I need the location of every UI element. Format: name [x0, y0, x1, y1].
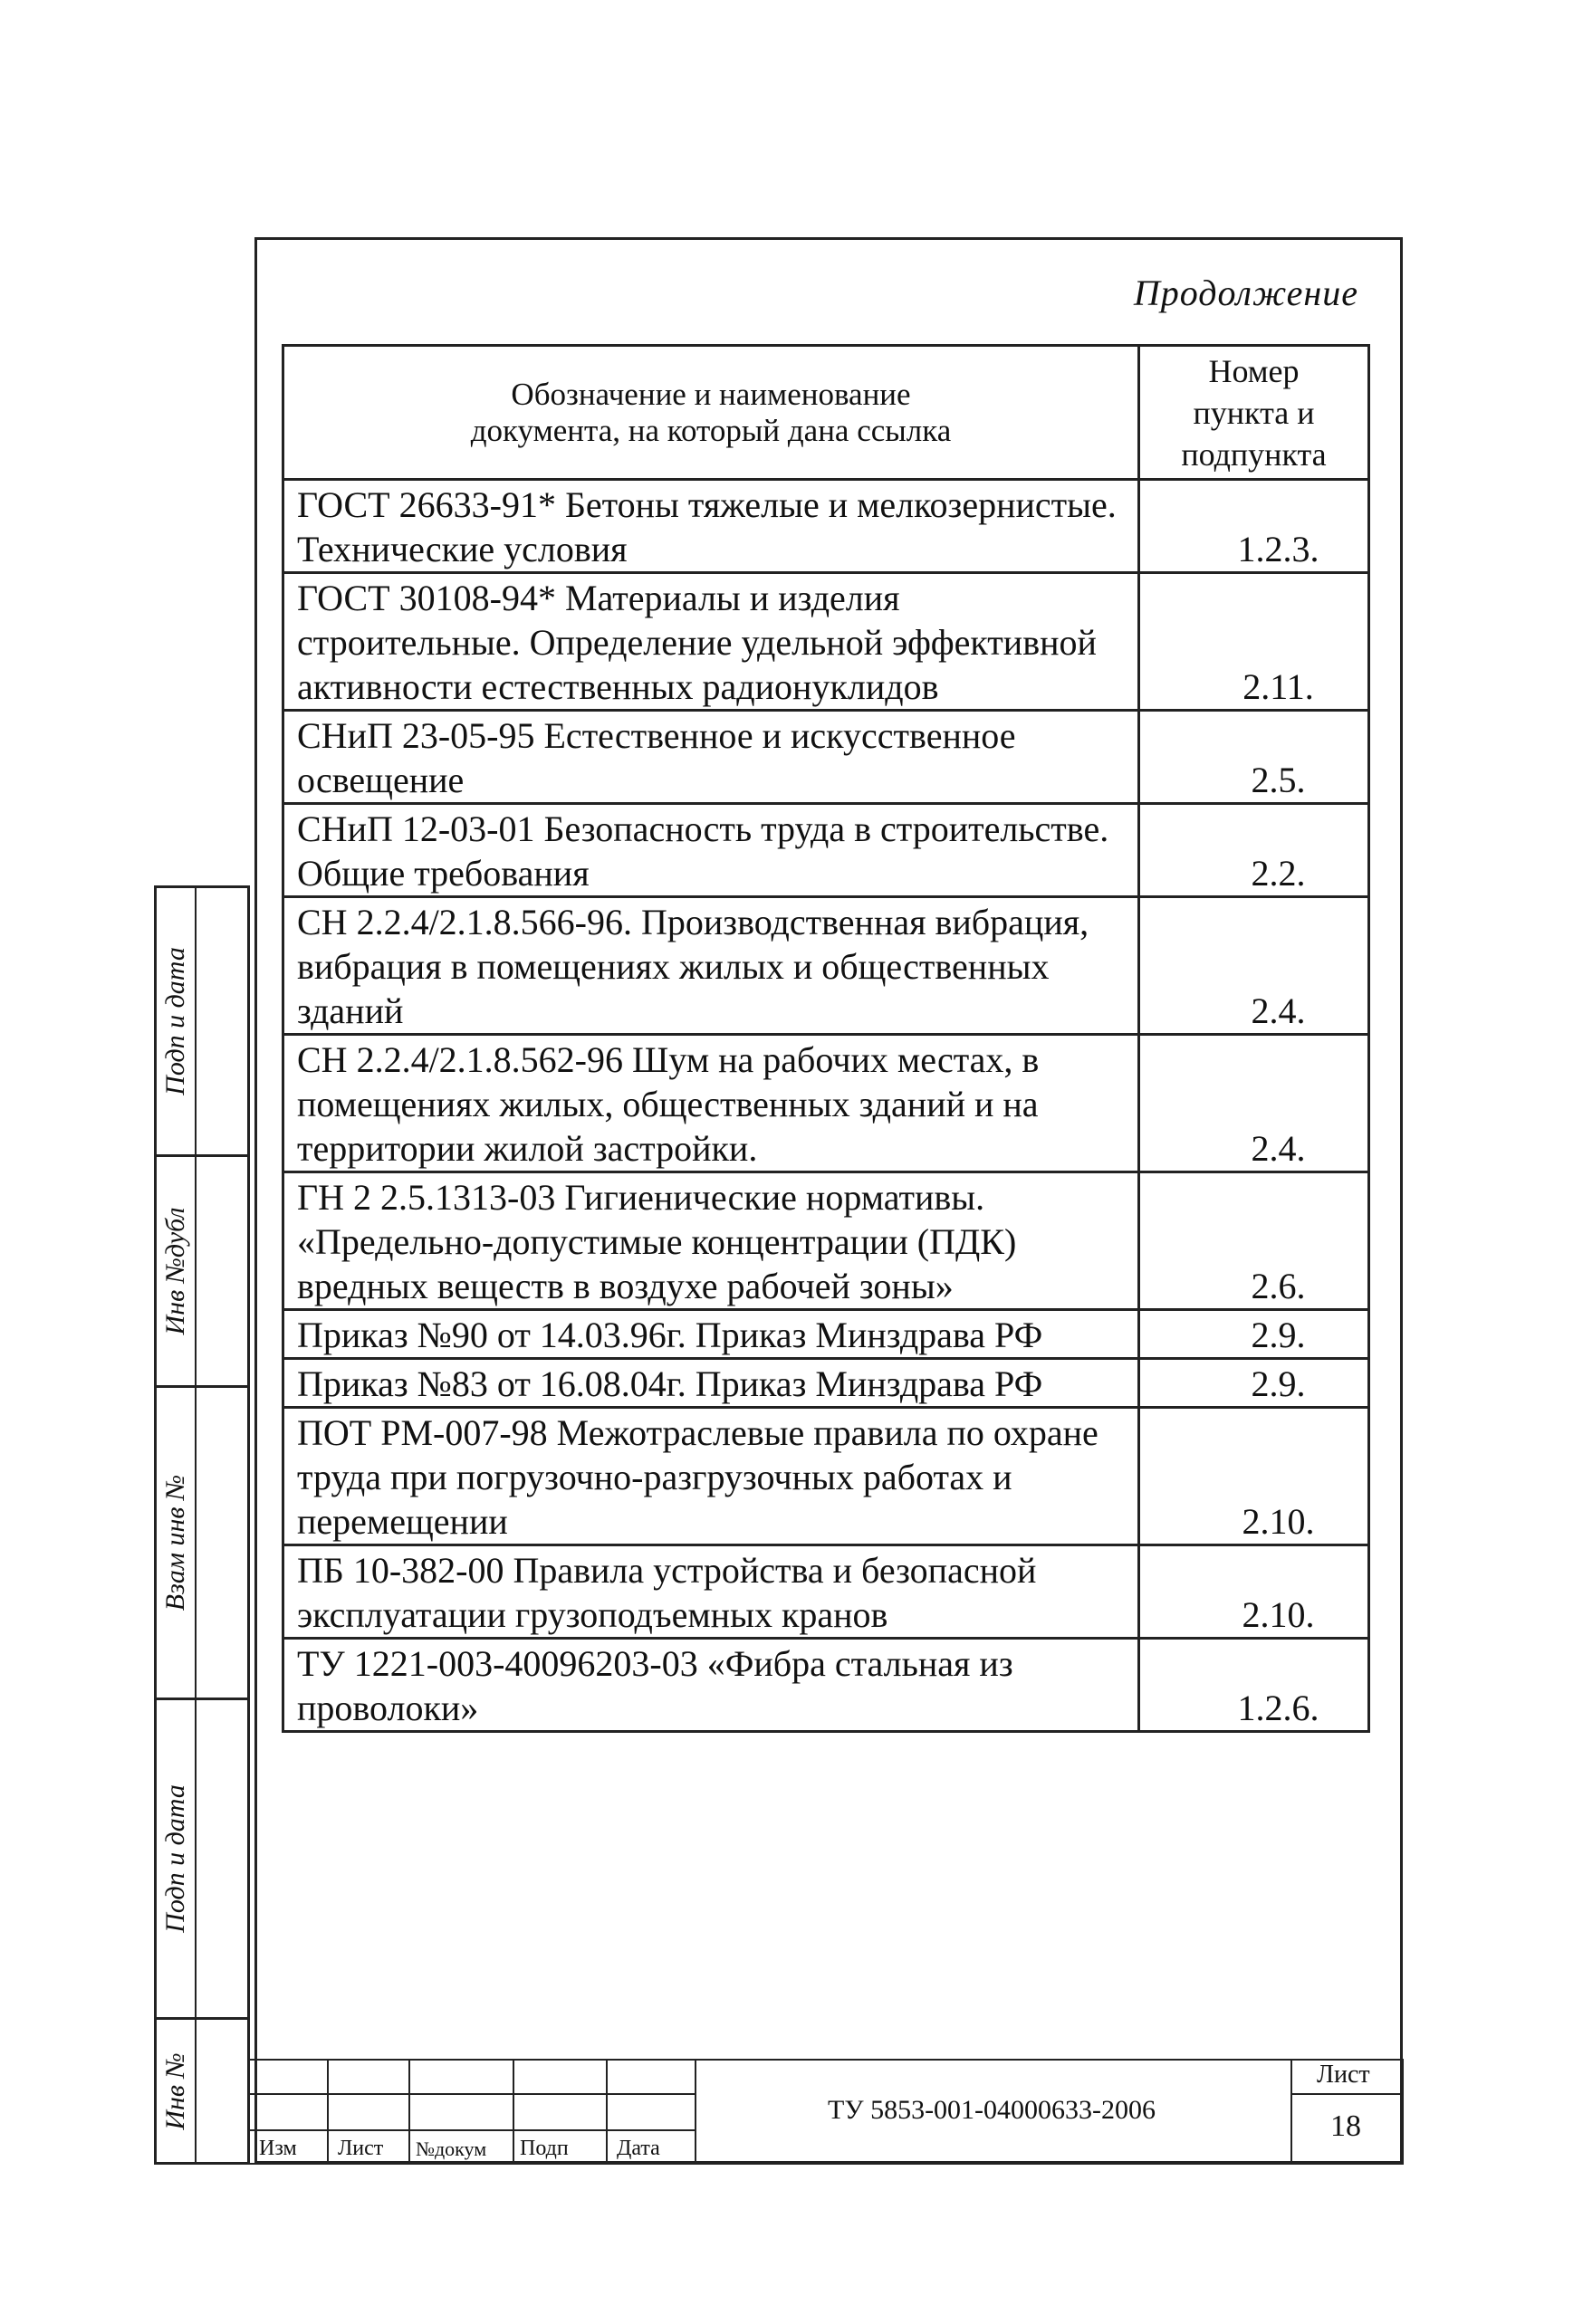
table-row — [283, 1172, 1369, 1310]
table-row — [283, 1408, 1369, 1545]
row-point — [1139, 1310, 1369, 1359]
row-document: ТУ 1221-003-40096203-03 «Фибра стальная из проволоки» — [283, 1639, 1139, 1732]
row-point-text: 2.11. — [1242, 666, 1314, 707]
row-document: ГН 2 2.5.1313-03 Гигиенические нормативы. «Предельно-допустимые концентрации (ПДК) вредных веществ в воздухе рабочей зоны» — [283, 1172, 1139, 1310]
row-point — [1139, 1172, 1369, 1310]
table-row — [283, 1359, 1369, 1408]
row-document: ПОТ РМ-007-98 Межотраслевые правила по охране труда при погрузочно-разгрузочных работах и перемещении — [283, 1408, 1139, 1545]
row-point-text: 2.4. — [1251, 1128, 1306, 1169]
stamp-col-list: Лист — [338, 2137, 384, 2160]
header-point-text: Номер пункта и подпункта — [1181, 352, 1327, 473]
continuation-label: Продолжение — [1133, 273, 1358, 313]
side-label-sign-date-2: Подп и дата — [160, 1784, 190, 1933]
table-row — [283, 711, 1369, 804]
row-point — [1139, 480, 1369, 573]
header-point — [1139, 346, 1369, 480]
header-document-text: Обозначение и наименование документа, на который дана ссылка — [470, 376, 952, 448]
side-block-sign-date-1 — [154, 885, 250, 1157]
row-point-text: 2.9. — [1251, 1363, 1306, 1404]
row-point — [1139, 1639, 1369, 1732]
row-document: СНиП 23-05-95 Естественное и искусственное освещение — [283, 711, 1139, 804]
side-block-replace-inv — [154, 1385, 250, 1700]
table-row — [283, 897, 1369, 1035]
row-document: ГОСТ 26633-91* Бетоны тяжелые и мелкозернистые. Технические условия — [283, 480, 1139, 573]
header-document — [283, 346, 1139, 480]
row-point — [1139, 573, 1369, 711]
row-document: СН 2.2.4/2.1.8.562-96 Шум на рабочих местах, в помещениях жилых, общественных зданий и на территории жилой застройки. — [283, 1035, 1139, 1172]
row-point — [1139, 1359, 1369, 1408]
row-document: Приказ №90 от 14.03.96г. Приказ Минздрава РФ — [283, 1310, 1139, 1359]
side-label-sign-date-1: Подп и дата — [160, 947, 190, 1095]
row-document: ПБ 10-382-00 Правила устройства и безопасной эксплуатации грузоподъемных кранов — [283, 1545, 1139, 1639]
table-row — [283, 1639, 1369, 1732]
table-row — [283, 480, 1369, 573]
side-label-dup-inv: Инв №дубл — [160, 1207, 190, 1335]
row-point — [1139, 804, 1369, 897]
row-point-text: 2.10. — [1242, 1594, 1315, 1635]
row-point-text: 2.9. — [1251, 1315, 1306, 1355]
side-block-inv-no — [154, 2017, 250, 2165]
side-block-dup-inv — [154, 1154, 250, 1388]
row-point-text: 2.6. — [1251, 1266, 1306, 1306]
stamp-col-sign: Подп — [520, 2137, 569, 2160]
row-point — [1139, 1408, 1369, 1545]
stamp-col-doc-no: №докум — [416, 2138, 487, 2160]
table-row — [283, 804, 1369, 897]
row-point-text: 2.5. — [1251, 760, 1306, 800]
document-code: ТУ 5853-001-04000633-2006 — [828, 2095, 1156, 2125]
table-row — [283, 1035, 1369, 1172]
row-document: Приказ №83 от 16.08.04г. Приказ Минздрава РФ — [283, 1359, 1139, 1408]
row-point — [1139, 897, 1369, 1035]
table-row — [283, 1545, 1369, 1639]
row-point-text: 2.4. — [1251, 990, 1306, 1031]
table-row — [283, 1310, 1369, 1359]
row-document: СН 2.2.4/2.1.8.566-96. Производственная вибрация, вибрация в помещениях жилых и общественных зданий — [283, 897, 1139, 1035]
sheet-number: 18 — [1330, 2109, 1361, 2143]
row-point-text: 1.2.6. — [1237, 1688, 1319, 1728]
row-point — [1139, 1545, 1369, 1639]
row-point-text: 1.2.3. — [1237, 529, 1319, 569]
title-block — [248, 2059, 1404, 2165]
table-row — [283, 573, 1369, 711]
references-table — [282, 344, 1370, 1733]
row-point — [1139, 711, 1369, 804]
row-document: СНиП 12-03-01 Безопасность труда в строительстве. Общие требования — [283, 804, 1139, 897]
table-header-row — [283, 346, 1369, 480]
side-label-replace-inv: Взам инв № — [160, 1474, 190, 1611]
row-point — [1139, 1035, 1369, 1172]
side-block-sign-date-2 — [154, 1698, 250, 2020]
side-label-inv-no: Инв № — [160, 2051, 190, 2130]
row-point-text: 2.10. — [1242, 1501, 1315, 1542]
sheet-label: Лист — [1317, 2061, 1370, 2089]
row-point-text: 2.2. — [1251, 853, 1306, 894]
stamp-col-date: Дата — [617, 2137, 660, 2160]
row-document: ГОСТ 30108-94* Материалы и изделия строительные. Определение удельной эффективной активности естественных радионуклидов — [283, 573, 1139, 711]
stamp-col-izm: Изм — [259, 2137, 297, 2160]
